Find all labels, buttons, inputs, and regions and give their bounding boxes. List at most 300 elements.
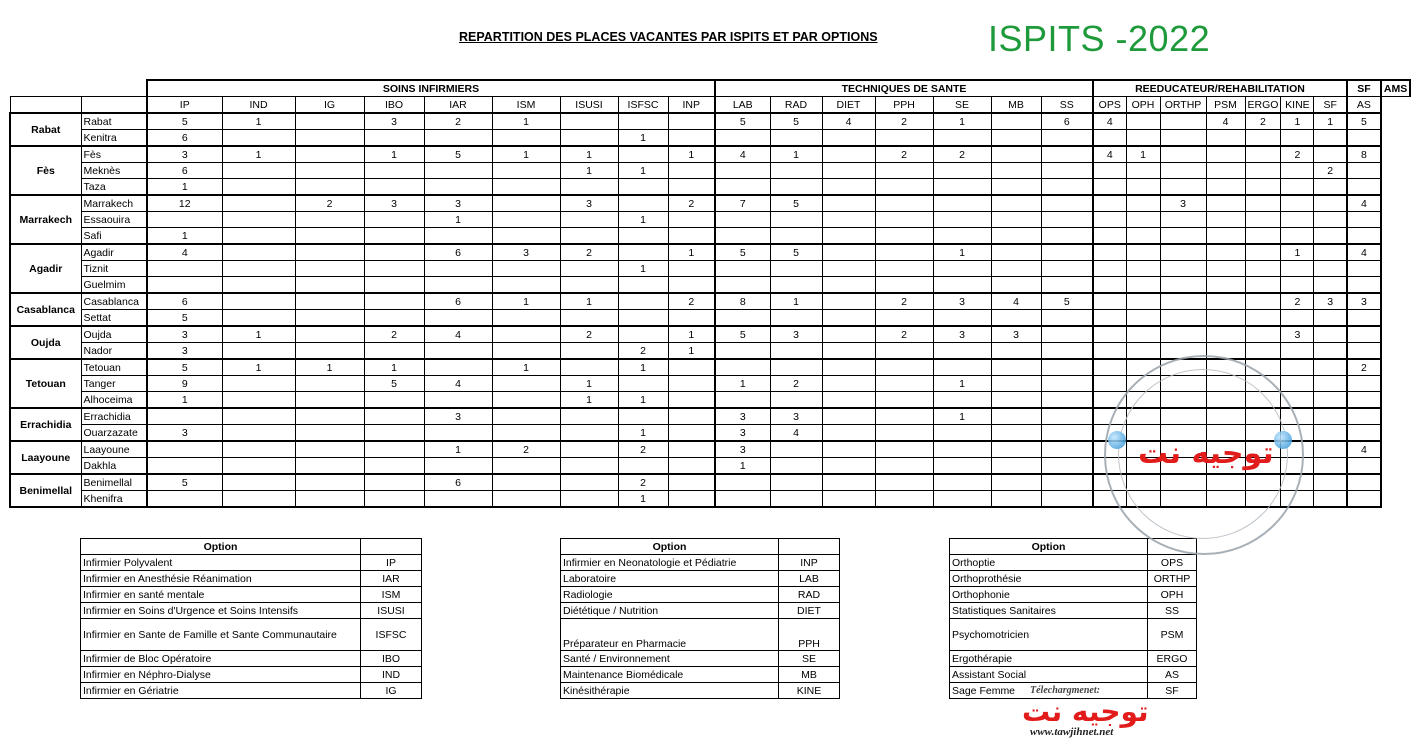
cell-value <box>1041 261 1093 277</box>
cell-value <box>1160 146 1206 163</box>
cell-value <box>222 163 295 179</box>
cell-value: 3 <box>1314 293 1347 310</box>
cell-value <box>991 474 1041 491</box>
cell-value <box>770 491 822 508</box>
cell-value: 2 <box>1314 163 1347 179</box>
cell-value: 6 <box>147 130 222 147</box>
cell-value <box>1041 228 1093 245</box>
cell-value <box>991 113 1041 130</box>
cell-value <box>770 212 822 228</box>
cell-value <box>1281 277 1314 294</box>
cell-value <box>1160 179 1206 196</box>
cell-value: 2 <box>618 441 668 458</box>
cell-value: 5 <box>715 326 770 343</box>
cell-value <box>1314 491 1347 508</box>
cell-value: 1 <box>1281 113 1314 130</box>
cell-value <box>822 130 875 147</box>
cell-value <box>1041 179 1093 196</box>
cell-value: 2 <box>364 326 424 343</box>
cell-value <box>1041 326 1093 343</box>
city-name: Tanger <box>81 376 147 392</box>
cell-value: 8 <box>1347 146 1381 163</box>
cell-value: 5 <box>147 359 222 376</box>
cell-value <box>492 228 560 245</box>
cell-value <box>1314 130 1347 147</box>
region-name: Rabat <box>10 113 81 146</box>
cell-value <box>668 425 715 442</box>
cell-value: 1 <box>618 163 668 179</box>
cell-value: 5 <box>1347 113 1381 130</box>
cell-value <box>1281 130 1314 147</box>
cell-value: 3 <box>715 425 770 442</box>
cell-value <box>492 163 560 179</box>
cell-value <box>991 441 1041 458</box>
cell-value <box>1314 146 1347 163</box>
option-name: Diététique / Nutrition <box>561 603 779 619</box>
city-name: Agadir <box>81 244 147 261</box>
table-row <box>10 195 1410 212</box>
cell-value <box>295 228 364 245</box>
cell-value <box>1041 146 1093 163</box>
cell-value <box>1314 326 1347 343</box>
cell-value <box>1347 163 1381 179</box>
cell-value <box>1347 408 1381 425</box>
cell-value <box>1093 244 1126 261</box>
cell-value <box>875 376 933 392</box>
cell-value <box>364 310 424 327</box>
cell-value <box>991 163 1041 179</box>
option-code: IG <box>361 683 422 699</box>
cell-value <box>560 277 618 294</box>
cell-value: 6 <box>424 474 492 491</box>
cell-value: 1 <box>618 359 668 376</box>
city-name: Errachidia <box>81 408 147 425</box>
cell-value <box>991 376 1041 392</box>
cell-value: 3 <box>715 441 770 458</box>
cell-value <box>770 458 822 475</box>
cell-value <box>560 491 618 508</box>
cell-value: 4 <box>1093 146 1126 163</box>
cell-value <box>1281 212 1314 228</box>
cell-value <box>295 261 364 277</box>
cell-value <box>1093 228 1126 245</box>
cell-value: 3 <box>1160 195 1206 212</box>
cell-value <box>424 261 492 277</box>
option-code: SS <box>1148 603 1197 619</box>
cell-value <box>222 425 295 442</box>
cell-value <box>822 277 875 294</box>
cell-value <box>1126 293 1160 310</box>
cell-value <box>424 458 492 475</box>
cell-value: 1 <box>668 146 715 163</box>
cell-value <box>560 310 618 327</box>
cell-value <box>492 179 560 196</box>
legend-row <box>81 555 422 571</box>
cell-value <box>1314 392 1347 409</box>
cell-value: 6 <box>147 163 222 179</box>
cell-value <box>222 228 295 245</box>
website-link[interactable]: www.tawjihnet.net <box>1030 726 1114 738</box>
cell-value <box>618 179 668 196</box>
cell-value <box>1347 212 1381 228</box>
cell-value <box>933 163 991 179</box>
cell-value <box>933 261 991 277</box>
cell-value <box>1281 261 1314 277</box>
cell-value: 1 <box>668 326 715 343</box>
cell-value <box>1160 310 1206 327</box>
cell-value <box>991 146 1041 163</box>
cell-value <box>222 244 295 261</box>
city-name: Taza <box>81 179 147 196</box>
cell-value <box>1314 458 1347 475</box>
cell-value <box>295 113 364 130</box>
cell-value: 1 <box>560 392 618 409</box>
cell-value <box>668 376 715 392</box>
option-name: Orthophonie <box>950 587 1148 603</box>
cell-value <box>1041 491 1093 508</box>
city-name: Ouarzazate <box>81 425 147 442</box>
cell-value <box>1245 244 1281 261</box>
cell-value <box>875 163 933 179</box>
cell-value <box>715 179 770 196</box>
option-name: Psychomotricien <box>950 619 1148 651</box>
legend-row <box>950 587 1197 603</box>
cell-value <box>1347 130 1381 147</box>
cell-value <box>1245 195 1281 212</box>
cell-value <box>933 343 991 360</box>
cell-value <box>770 277 822 294</box>
legend-row <box>81 683 422 699</box>
cell-value <box>668 163 715 179</box>
cell-value: 1 <box>560 293 618 310</box>
table-row <box>10 179 1410 196</box>
cell-value <box>822 326 875 343</box>
cell-value <box>560 130 618 147</box>
legend-row <box>561 587 840 603</box>
city-name: Casablanca <box>81 293 147 310</box>
cell-value <box>492 212 560 228</box>
option-name: Infirmier en santé mentale <box>81 587 361 603</box>
group-header: SF <box>1347 80 1381 97</box>
cell-value <box>364 261 424 277</box>
cell-value <box>618 228 668 245</box>
cell-value: 3 <box>933 326 991 343</box>
city-name: Essaouira <box>81 212 147 228</box>
cell-value <box>1126 179 1160 196</box>
cell-value <box>991 277 1041 294</box>
cell-value: 1 <box>715 458 770 475</box>
cell-value <box>492 458 560 475</box>
cell-value <box>424 343 492 360</box>
cell-value <box>1314 228 1347 245</box>
option-code: ISFSC <box>361 619 422 651</box>
legend-row <box>561 603 840 619</box>
cell-value <box>1347 392 1381 409</box>
legend-row <box>81 619 422 651</box>
cell-value <box>424 277 492 294</box>
cell-value <box>1245 293 1281 310</box>
cell-value <box>668 458 715 475</box>
cell-value <box>1347 491 1381 508</box>
cell-value <box>668 408 715 425</box>
cell-value <box>1093 310 1126 327</box>
cell-value <box>295 179 364 196</box>
cell-value <box>364 130 424 147</box>
cell-value <box>1093 343 1126 360</box>
cell-value <box>875 408 933 425</box>
option-name: Sage Femme <box>950 683 1148 699</box>
cell-value: 2 <box>560 244 618 261</box>
cell-value <box>147 491 222 508</box>
cell-value: 3 <box>492 244 560 261</box>
city-name: Guelmim <box>81 277 147 294</box>
legend-row <box>561 571 840 587</box>
cell-value: 5 <box>1041 293 1093 310</box>
cell-value <box>715 163 770 179</box>
cell-value <box>1126 261 1160 277</box>
option-code: ERGO <box>1148 651 1197 667</box>
table-row <box>10 212 1410 228</box>
cell-value <box>770 392 822 409</box>
cell-value <box>560 441 618 458</box>
cell-value: 5 <box>770 244 822 261</box>
cell-value <box>1245 163 1281 179</box>
page-title: REPARTITION DES PLACES VACANTES PAR ISPITS ET PAR OPTIONS <box>459 30 878 44</box>
option-name: Infirmier en Soins d'Urgence et Soins Intensifs <box>81 603 361 619</box>
cell-value <box>933 228 991 245</box>
cell-value: 4 <box>822 113 875 130</box>
cell-value <box>492 261 560 277</box>
table-row <box>10 146 1410 163</box>
cell-value <box>1206 212 1245 228</box>
cell-value: 2 <box>875 146 933 163</box>
column-header: MB <box>991 97 1041 114</box>
cell-value <box>1041 392 1093 409</box>
cell-value <box>222 474 295 491</box>
cell-value: 3 <box>424 408 492 425</box>
cell-value <box>1314 441 1347 458</box>
cell-value <box>991 130 1041 147</box>
table-row <box>10 293 1410 310</box>
cell-value <box>1041 212 1093 228</box>
cell-value <box>991 228 1041 245</box>
cell-value <box>1126 343 1160 360</box>
cell-value <box>1206 244 1245 261</box>
cell-value <box>875 277 933 294</box>
cell-value <box>1093 376 1126 392</box>
region-name: Marrakech <box>10 195 81 244</box>
cell-value <box>875 425 933 442</box>
cell-value: 3 <box>560 195 618 212</box>
cell-value <box>991 392 1041 409</box>
cell-value: 2 <box>560 326 618 343</box>
cell-value: 1 <box>492 293 560 310</box>
cell-value <box>1093 130 1126 147</box>
cell-value <box>1347 228 1381 245</box>
cell-value: 2 <box>1281 293 1314 310</box>
cell-value <box>875 228 933 245</box>
option-code: RAD <box>779 587 840 603</box>
cell-value <box>1206 228 1245 245</box>
cell-value: 1 <box>933 244 991 261</box>
region-name: Laayoune <box>10 441 81 474</box>
column-header: ISUSI <box>560 97 618 114</box>
cell-value <box>875 261 933 277</box>
cell-value <box>295 425 364 442</box>
cell-value <box>822 310 875 327</box>
cell-value: 1 <box>295 359 364 376</box>
cell-value <box>1093 293 1126 310</box>
city-name: Tiznit <box>81 261 147 277</box>
cell-value: 3 <box>933 293 991 310</box>
cell-value <box>668 474 715 491</box>
option-name: Laboratoire <box>561 571 779 587</box>
cell-value: 7 <box>715 195 770 212</box>
cell-value <box>295 244 364 261</box>
column-header: ERGO <box>1245 97 1281 114</box>
option-name: Infirmier en Gériatrie <box>81 683 361 699</box>
cell-value: 1 <box>424 441 492 458</box>
cell-value <box>1041 441 1093 458</box>
region-name: Errachidia <box>10 408 81 441</box>
legend-row <box>561 651 840 667</box>
option-name: Infirmier en Sante de Famille et Sante Communautaire <box>81 619 361 651</box>
cell-value: 1 <box>1126 146 1160 163</box>
cell-value <box>1160 113 1206 130</box>
cell-value: 1 <box>222 326 295 343</box>
column-header: IG <box>295 97 364 114</box>
cell-value <box>222 130 295 147</box>
cell-value: 8 <box>715 293 770 310</box>
column-header: DIET <box>822 97 875 114</box>
cell-value <box>1245 146 1281 163</box>
cell-value <box>364 277 424 294</box>
cell-value <box>1206 277 1245 294</box>
legend-row <box>561 667 840 683</box>
column-header: SF <box>1314 97 1347 114</box>
cell-value <box>822 408 875 425</box>
cell-value <box>1347 474 1381 491</box>
cell-value <box>1041 376 1093 392</box>
cell-value <box>822 293 875 310</box>
cell-value <box>933 212 991 228</box>
cell-value <box>715 212 770 228</box>
cell-value: 1 <box>1314 113 1347 130</box>
cell-value <box>1245 179 1281 196</box>
cell-value <box>1206 195 1245 212</box>
cell-value: 5 <box>715 244 770 261</box>
cell-value: 4 <box>147 244 222 261</box>
cell-value <box>1126 212 1160 228</box>
download-label: Télechargmenet: <box>1030 685 1100 696</box>
cell-value <box>424 228 492 245</box>
cell-value <box>875 195 933 212</box>
cell-value <box>770 441 822 458</box>
cell-value <box>1245 310 1281 327</box>
cell-value <box>222 310 295 327</box>
cell-value: 3 <box>991 326 1041 343</box>
cell-value: 6 <box>424 244 492 261</box>
cell-value <box>1206 293 1245 310</box>
cell-value <box>875 343 933 360</box>
option-name: Kinésithérapie <box>561 683 779 699</box>
cell-value <box>822 425 875 442</box>
cell-value <box>560 474 618 491</box>
option-code: IND <box>361 667 422 683</box>
option-name: Préparateur en Pharmacie <box>561 619 779 651</box>
cell-value <box>1347 376 1381 392</box>
column-header: ISFSC <box>618 97 668 114</box>
column-header: AS <box>1347 97 1381 114</box>
cell-value <box>875 359 933 376</box>
cell-value <box>1093 212 1126 228</box>
column-header: OPS <box>1093 97 1126 114</box>
cell-value <box>295 343 364 360</box>
cell-value: 1 <box>770 146 822 163</box>
cell-value <box>991 179 1041 196</box>
cell-value: 4 <box>424 376 492 392</box>
cell-value <box>1206 310 1245 327</box>
cell-value <box>424 163 492 179</box>
table-row <box>10 261 1410 277</box>
cell-value <box>1093 163 1126 179</box>
cell-value <box>770 130 822 147</box>
cell-value <box>1160 326 1206 343</box>
cell-value: 1 <box>492 359 560 376</box>
cell-value <box>560 212 618 228</box>
cell-value <box>668 113 715 130</box>
cell-value <box>933 392 991 409</box>
cell-value <box>770 163 822 179</box>
cell-value <box>1314 425 1347 442</box>
cell-value <box>822 491 875 508</box>
cell-value <box>1160 261 1206 277</box>
cell-value <box>1206 326 1245 343</box>
city-name: Laayoune <box>81 441 147 458</box>
cell-value <box>364 343 424 360</box>
option-code: OPS <box>1148 555 1197 571</box>
cell-value <box>668 277 715 294</box>
cell-value <box>222 293 295 310</box>
brand-title: ISPITS -2022 <box>988 18 1211 59</box>
cell-value <box>1245 343 1281 360</box>
cell-value <box>1281 359 1314 376</box>
cell-value: 1 <box>933 408 991 425</box>
cell-value: 1 <box>222 146 295 163</box>
cell-value <box>1093 195 1126 212</box>
cell-value <box>822 392 875 409</box>
cell-value <box>1347 326 1381 343</box>
region-name: Oujda <box>10 326 81 359</box>
cell-value <box>147 408 222 425</box>
cell-value <box>492 195 560 212</box>
cell-value <box>147 441 222 458</box>
cell-value <box>492 474 560 491</box>
cell-value <box>933 179 991 196</box>
cell-value <box>1093 179 1126 196</box>
cell-value <box>668 179 715 196</box>
cell-value <box>560 113 618 130</box>
option-code: SE <box>779 651 840 667</box>
cell-value: 1 <box>618 392 668 409</box>
cell-value: 3 <box>770 326 822 343</box>
legend-row <box>561 683 840 699</box>
cell-value <box>1347 458 1381 475</box>
cell-value <box>1041 244 1093 261</box>
cell-value <box>618 113 668 130</box>
option-name: Statistiques Sanitaires <box>950 603 1148 619</box>
cell-value <box>933 425 991 442</box>
